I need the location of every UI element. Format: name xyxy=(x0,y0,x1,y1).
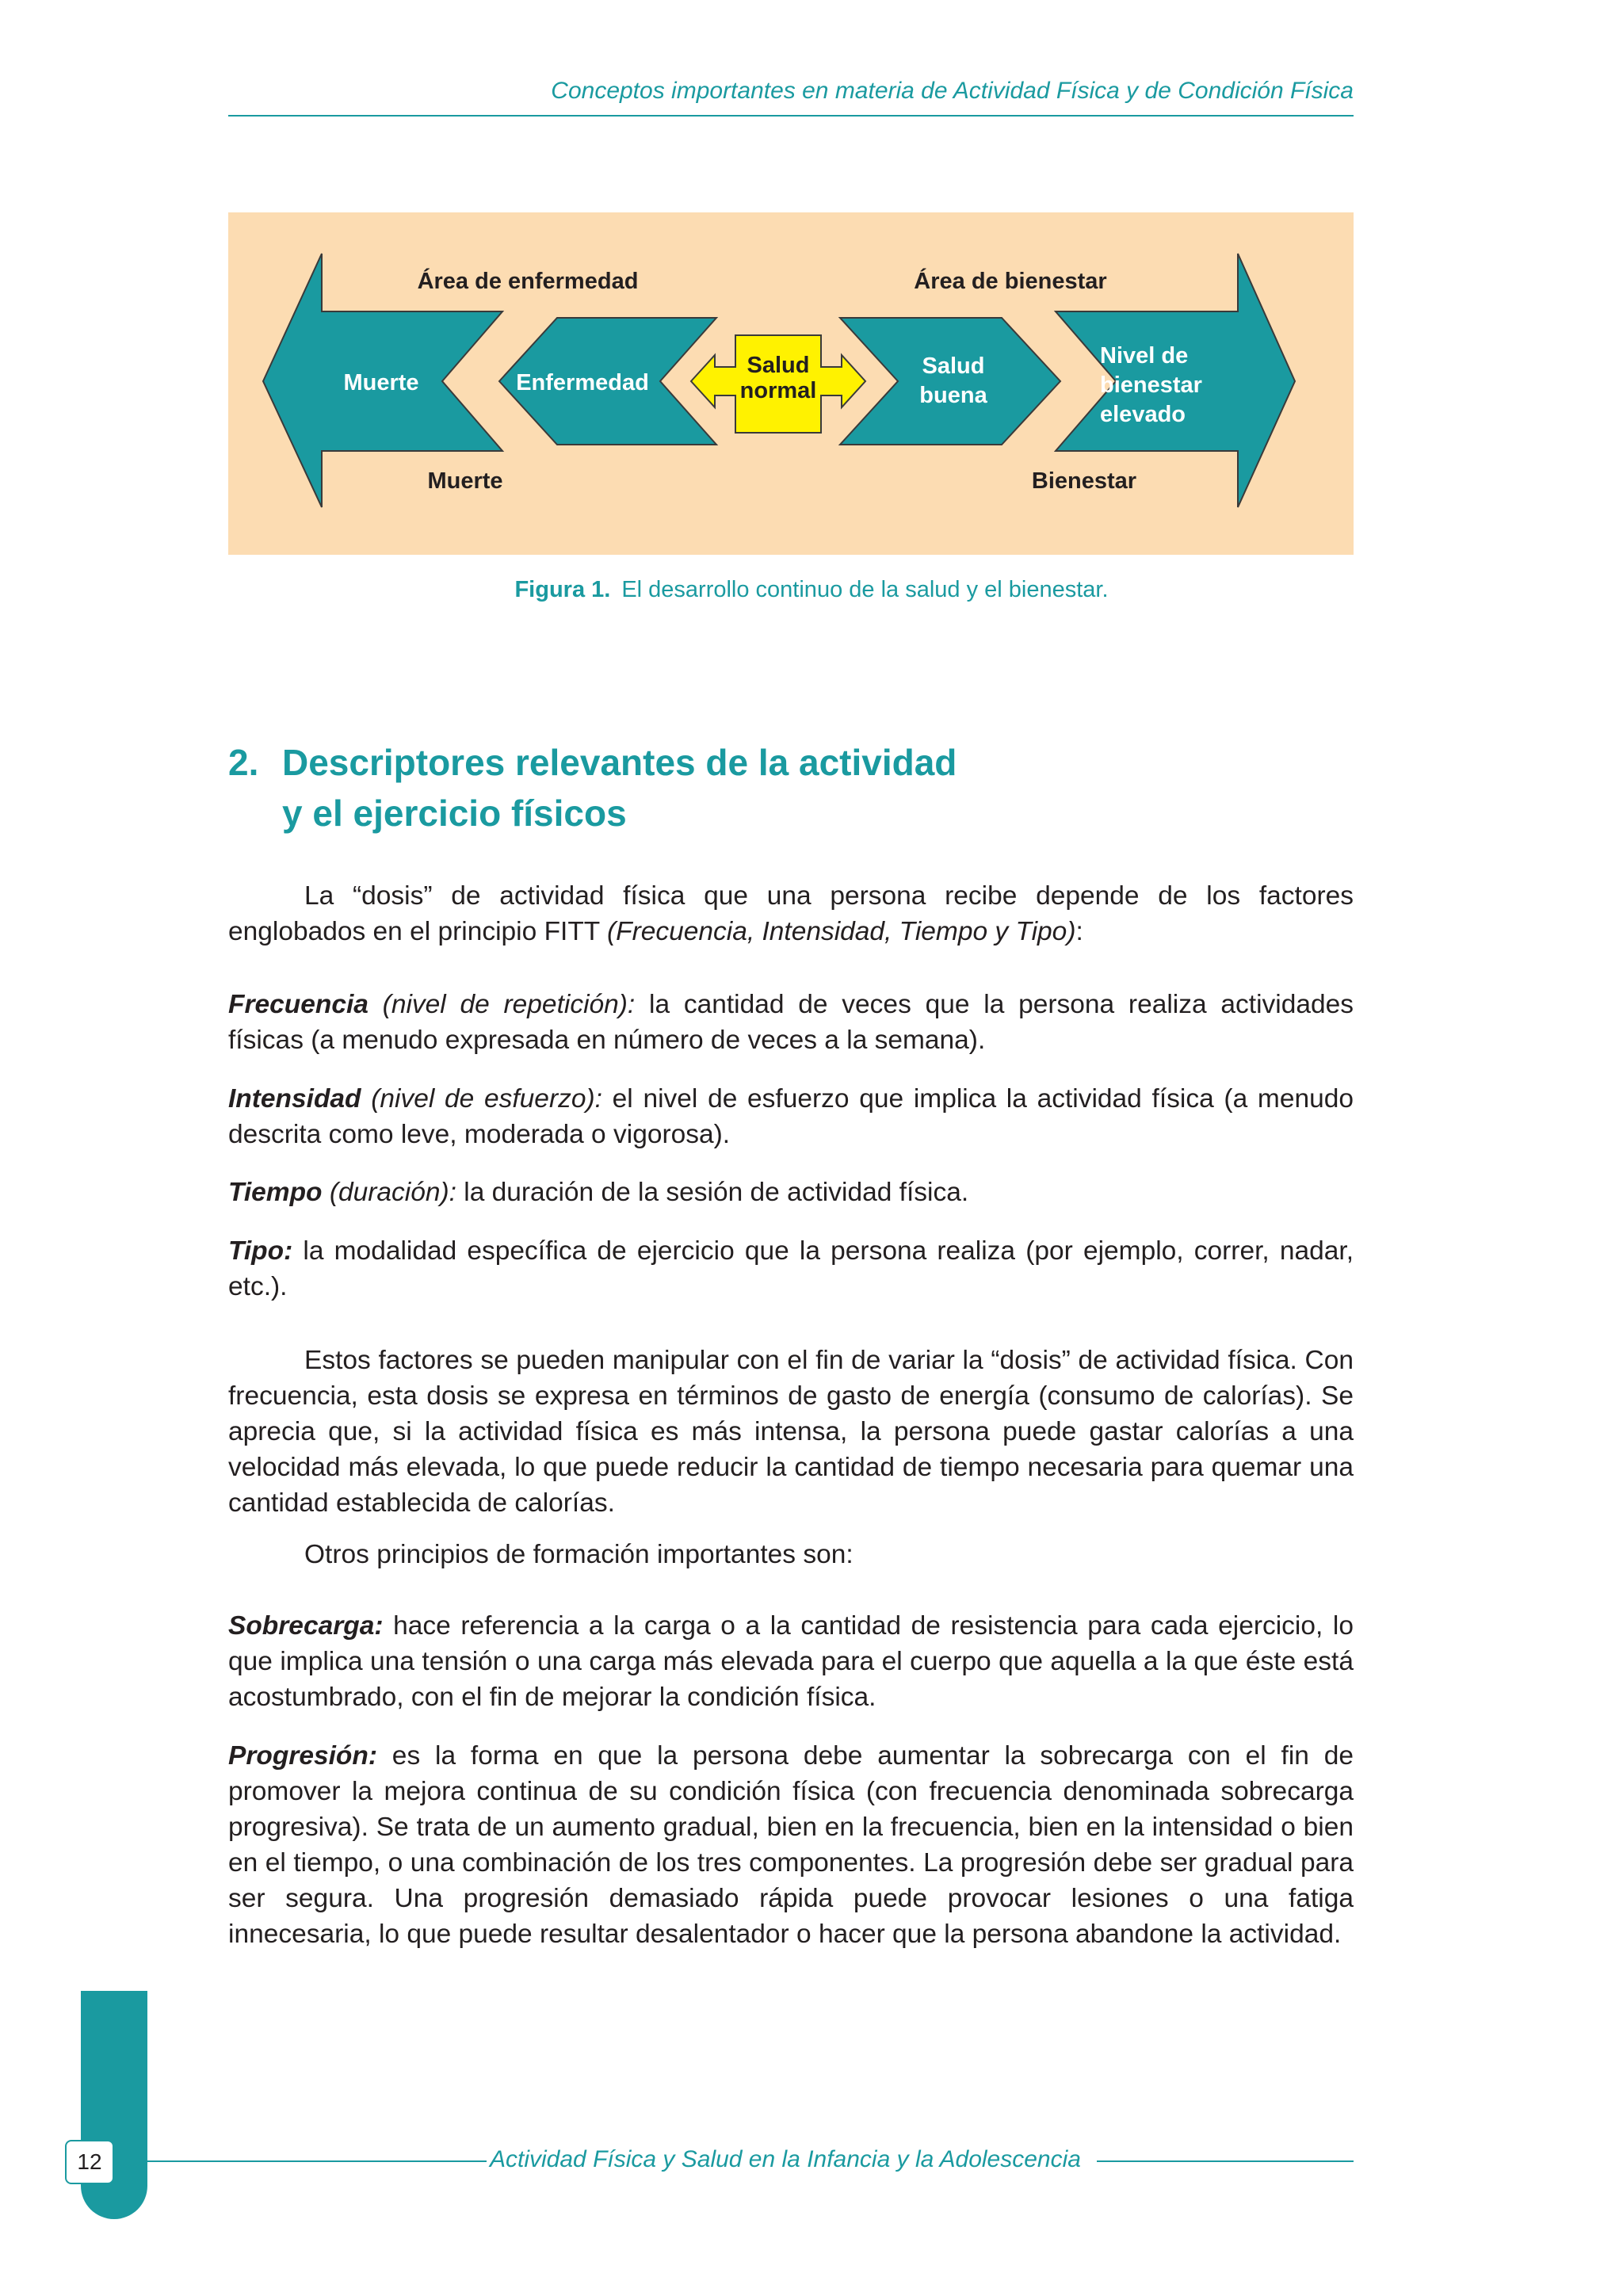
label-nivel-3: elevado xyxy=(1100,402,1186,427)
arrow-salud-buena xyxy=(840,318,1060,445)
dose-paragraph xyxy=(228,1343,1354,1521)
fitt-frecuencia xyxy=(228,987,1354,1058)
principle-progresion xyxy=(228,1738,1354,1952)
label-area-bienestar: Área de bienestar xyxy=(914,269,1107,294)
definition-tiempo: la duración de la sesión de actividad física. xyxy=(456,1178,969,1207)
label-nivel-2: bienestar xyxy=(1100,372,1202,398)
intro-fitt-italic: (Frecuencia, Intensidad, Tiempo y Tipo) xyxy=(606,917,1076,946)
term-tipo: Tipo: xyxy=(228,1236,293,1266)
label-salud-normal-1: Salud xyxy=(747,353,810,378)
definition-intensidad: el nivel de esfuerzo que implica la actividad física (a menudo descrita como leve, moderada o vigorosa). xyxy=(228,1084,1354,1149)
fitt-intensidad xyxy=(228,1081,1354,1152)
label-area-enfermedad: Área de enfermedad xyxy=(417,269,639,294)
term-frecuencia: Frecuencia xyxy=(228,990,369,1019)
section-title-line1: Descriptores relevantes de la actividad xyxy=(282,742,957,783)
section-heading xyxy=(228,737,957,839)
fitt-tiempo xyxy=(228,1175,1354,1210)
figure-caption xyxy=(0,577,1623,603)
qualifier-frecuencia: (nivel de repetición): xyxy=(368,990,636,1019)
figure-caption-text: El desarrollo continuo de la salud y el bienestar. xyxy=(621,577,1109,602)
figure-caption-label: Figura 1. xyxy=(514,577,611,602)
definition-frecuencia: la cantidad de veces que la persona realiza actividades físicas (a menudo expresada en número de veces a la semana). xyxy=(228,990,1354,1055)
fitt-tipo xyxy=(228,1233,1354,1305)
footer-book-title: Actividad Física y Salud en la Infancia y la Adolescencia xyxy=(490,2146,1081,2172)
definition-progresion: es la forma en que la persona debe aumentar la sobrecarga con el fin de promover la mejora continua de su condición física (con frecuencia denominada sobrecarga progresiva). Se trata de un aumento gradual, bien en la frecuencia, bien en la intensidad o bien en el tiempo, o una combinación de los tres componentes. La progresión debe ser gradual para ser segura. Una progresión demasiado rápida puede provocar lesiones o una fatiga innecesaria, lo que puede resultar desalentador o hacer que la persona abandone la actividad. xyxy=(228,1741,1354,1949)
health-continuum-diagram xyxy=(228,212,1354,555)
qualifier-tiempo: (duración): xyxy=(322,1178,456,1207)
footer-rule-right xyxy=(1097,2160,1354,2162)
definition-sobrecarga: hace referencia a la carga o a la cantidad de resistencia para cada ejercicio, lo que implica una tensión o una carga más elevada para el cuerpo que aquella a la que éste está acostumbrado, con el fin de mejorar la condición física. xyxy=(228,1611,1354,1712)
health-continuum-figure xyxy=(228,212,1354,555)
page-number: 12 xyxy=(65,2140,114,2184)
footer-rule-left xyxy=(147,2160,487,2162)
other-principles-paragraph xyxy=(228,1537,1354,1572)
qualifier-intensidad: (nivel de esfuerzo): xyxy=(361,1084,602,1114)
intro-text-end: : xyxy=(1075,917,1083,946)
label-salud-buena-2: buena xyxy=(919,383,987,408)
label-salud-buena-1: Salud xyxy=(922,353,985,379)
label-muerte-arrow: Muerte xyxy=(343,370,419,395)
dose-text: Estos factores se pueden manipular con el fin de variar la “dosis” de actividad física. Con frecuencia, esta dosis se expresa en términos de gasto de energía (consumo de calorías). Se aprecia que, si la actividad física es más intensa, la persona puede gastar calorías a una velocidad más elevada, lo que puede reducir la cantidad de tiempo necesaria para quemar una cantidad establecida de calorías. xyxy=(228,1346,1354,1518)
principle-sobrecarga xyxy=(228,1608,1354,1715)
term-intensidad: Intensidad xyxy=(228,1084,361,1114)
section-title-line2: y el ejercicio físicos xyxy=(282,793,627,834)
term-progresion: Progresión: xyxy=(228,1741,377,1771)
label-bienestar-bottom: Bienestar xyxy=(1031,468,1137,494)
section-number: 2. xyxy=(228,742,259,783)
intro-paragraph xyxy=(228,878,1354,949)
definition-tipo: la modalidad específica de ejercicio que la persona realiza (por ejemplo, correr, nadar, etc.). xyxy=(228,1236,1354,1301)
intro-text: La “dosis” de actividad física que una persona recibe depende de los factores englobados en el principio FITT xyxy=(228,881,1354,946)
label-enfermedad: Enfermedad xyxy=(516,370,649,395)
label-muerte-bottom: Muerte xyxy=(427,468,503,494)
term-sobrecarga: Sobrecarga: xyxy=(228,1611,384,1641)
header-rule xyxy=(228,115,1354,117)
label-salud-normal-2: normal xyxy=(739,378,817,403)
term-tiempo: Tiempo xyxy=(228,1178,323,1207)
other-principles-text: Otros principios de formación importantes son: xyxy=(304,1540,854,1569)
label-nivel-1: Nivel de xyxy=(1100,343,1189,369)
side-tab xyxy=(81,1991,147,2219)
running-header: Conceptos importantes en materia de Actividad Física y de Condición Física xyxy=(551,78,1354,104)
